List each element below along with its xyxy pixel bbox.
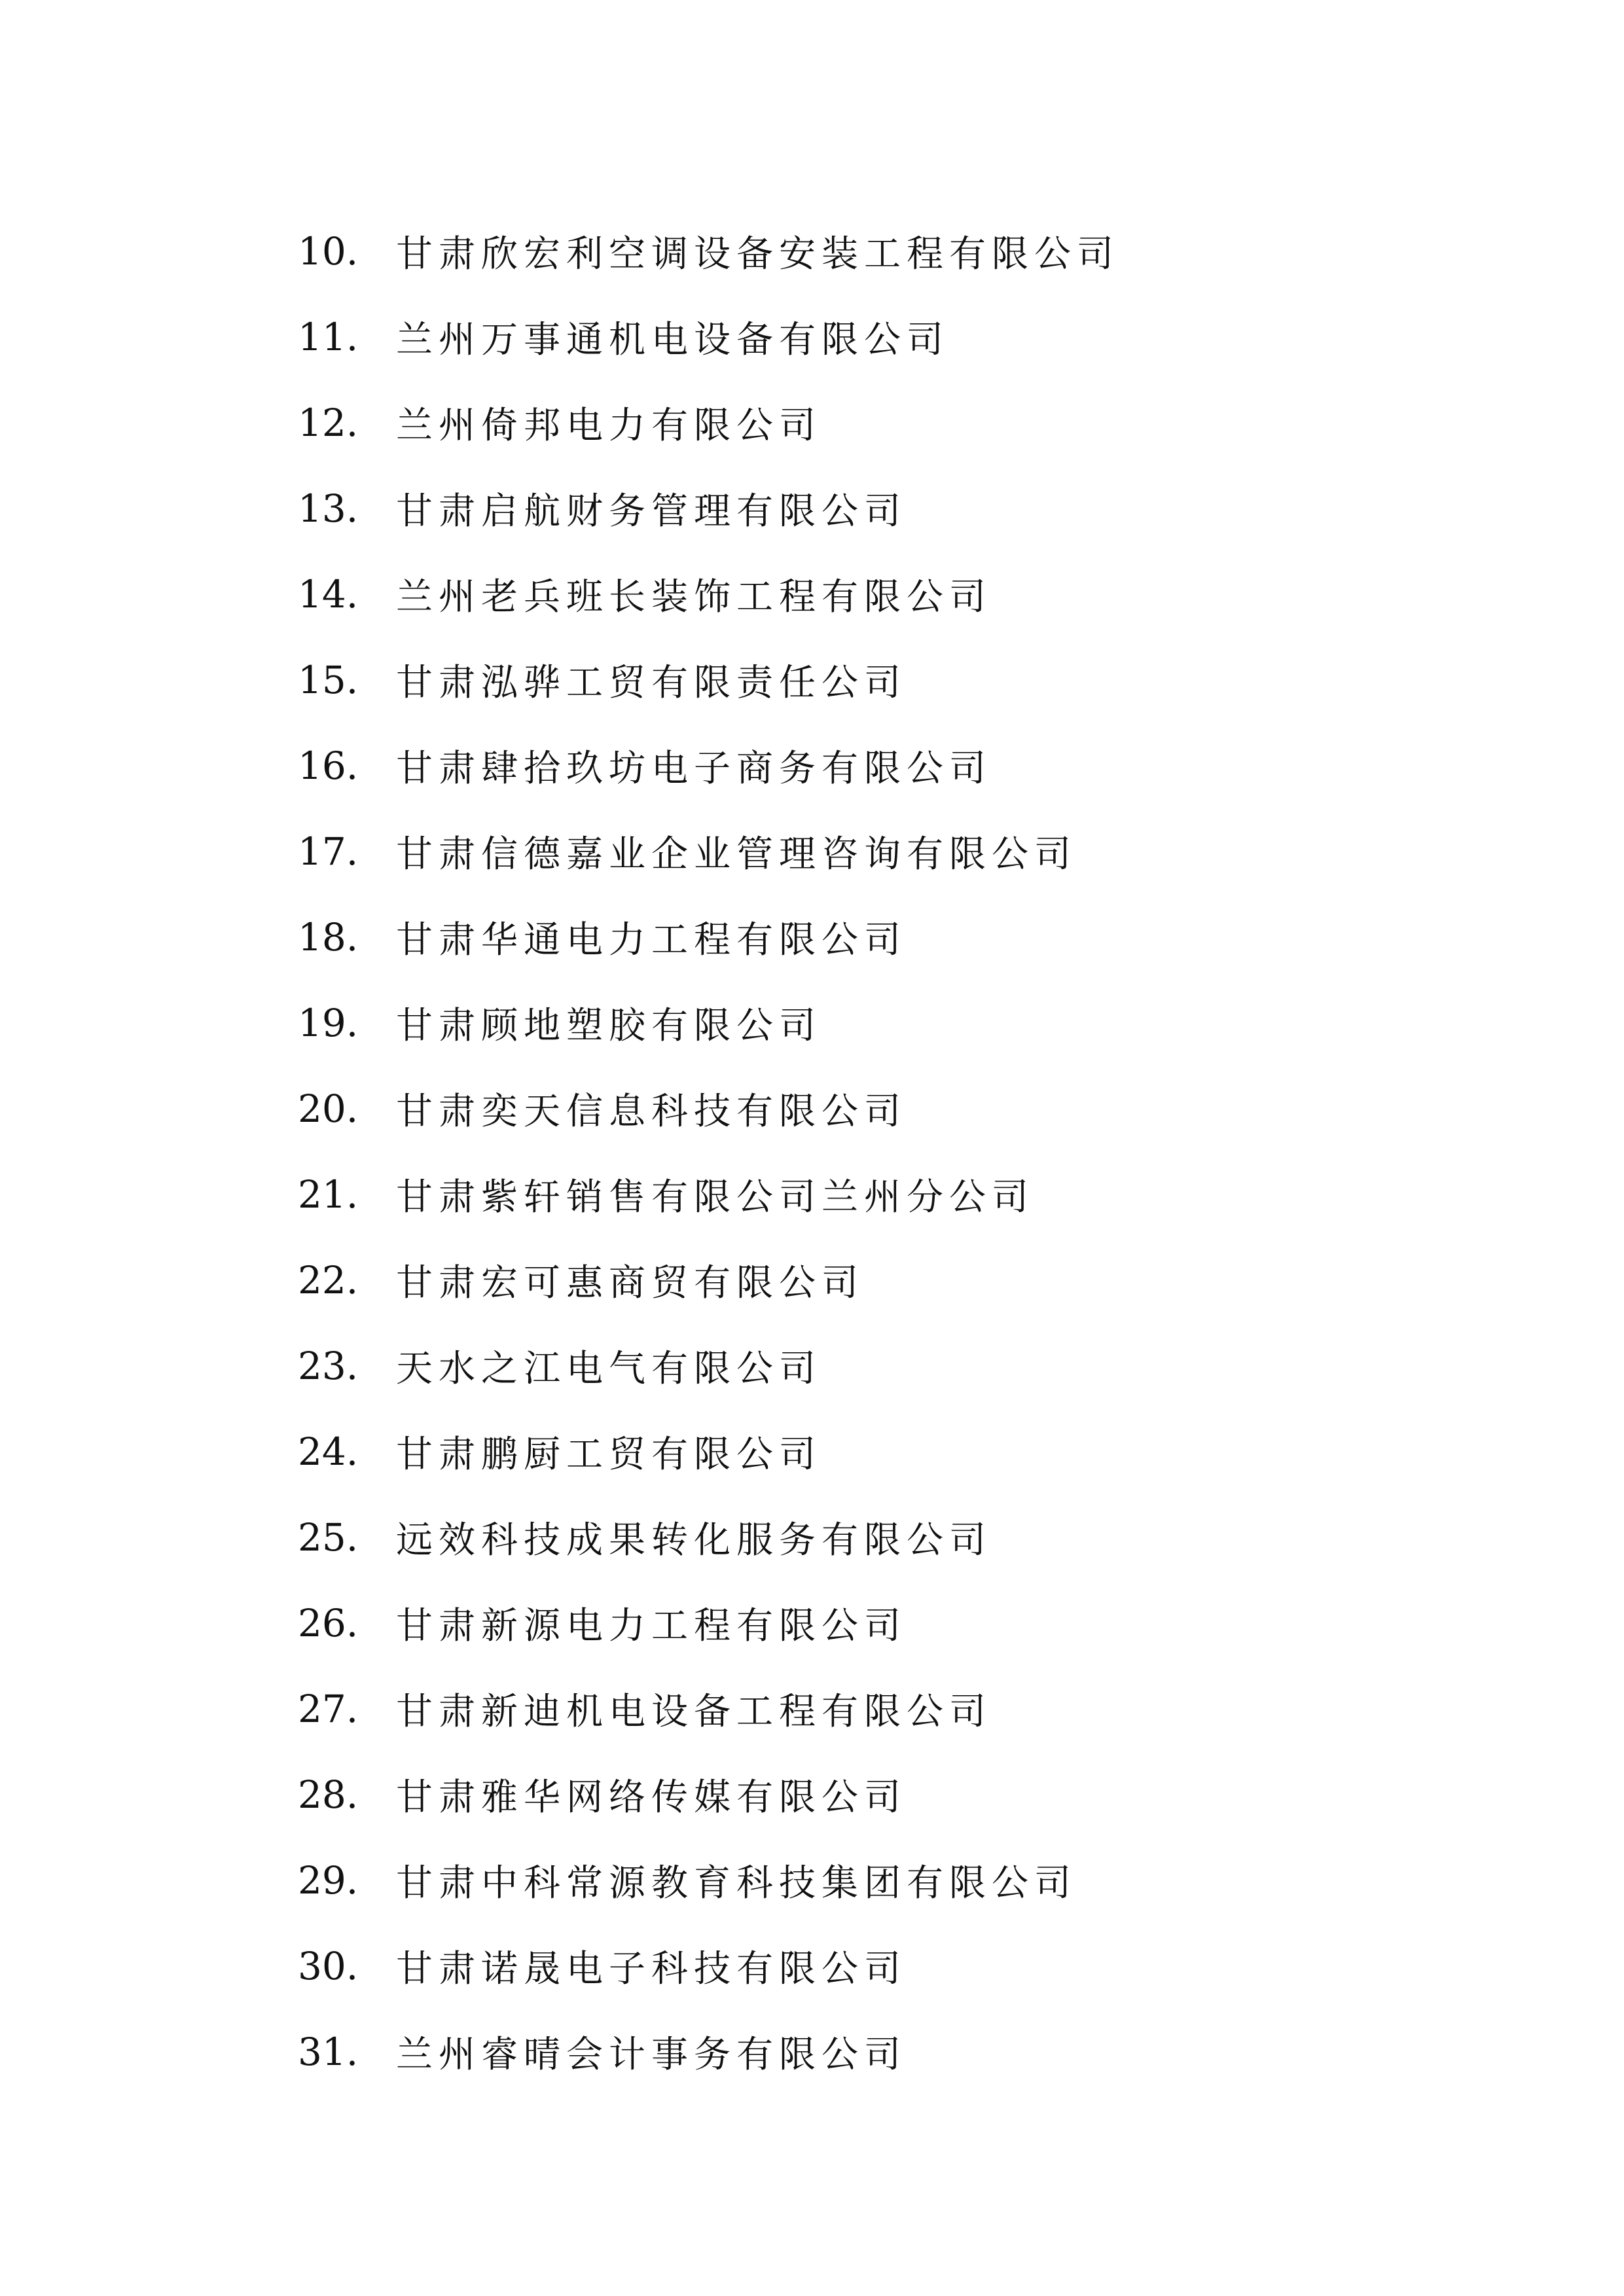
item-number: 17. (298, 829, 359, 874)
company-list (298, 208, 1119, 2094)
list-item (298, 1580, 1119, 1666)
item-number: 25. (298, 1515, 359, 1560)
list-item (298, 551, 1119, 637)
company-name: 甘肃顾地塑胶有限公司 (396, 1004, 821, 1047)
list-item (298, 1751, 1119, 1837)
company-name: 甘肃肆拾玖坊电子商务有限公司 (396, 747, 992, 790)
list-item (298, 1923, 1119, 2009)
item-number: 18. (298, 914, 359, 960)
company-name: 甘肃泓骅工贸有限责任公司 (396, 661, 907, 704)
company-name: 兰州睿晴会计事务有限公司 (396, 2033, 907, 2076)
item-number: 24. (298, 1429, 359, 1474)
item-number: 22. (298, 1257, 359, 1302)
company-name: 甘肃鹏厨工贸有限公司 (396, 1433, 821, 1476)
company-name: 兰州老兵班长装饰工程有限公司 (396, 575, 992, 619)
item-number: 27. (298, 1686, 359, 1731)
list-item (298, 208, 1119, 294)
company-name: 甘肃奕天信息科技有限公司 (396, 1090, 907, 1133)
company-name: 甘肃欣宏利空调设备安装工程有限公司 (396, 232, 1119, 276)
company-name: 甘肃中科常源教育科技集团有限公司 (396, 1861, 1077, 1905)
item-number: 13. (298, 486, 359, 531)
list-item (298, 980, 1119, 1066)
company-name: 远效科技成果转化服务有限公司 (396, 1518, 992, 1562)
company-name: 兰州倚邦电力有限公司 (396, 404, 821, 447)
list-item (298, 1837, 1119, 1923)
list-item (298, 637, 1119, 723)
company-name: 甘肃雅华网络传媒有限公司 (396, 1776, 907, 1819)
item-number: 26. (298, 1600, 359, 1645)
list-item (298, 1666, 1119, 1751)
item-number: 11. (298, 314, 359, 359)
list-item (298, 2009, 1119, 2094)
company-name: 天水之江电气有限公司 (396, 1347, 821, 1390)
list-item (298, 1237, 1119, 1323)
company-name: 甘肃紫轩销售有限公司兰州分公司 (396, 1175, 1034, 1219)
company-name: 兰州万事通机电设备有限公司 (396, 318, 949, 361)
item-number: 29. (298, 1857, 359, 1903)
list-item (298, 1494, 1119, 1580)
list-item (298, 894, 1119, 980)
list-item (298, 294, 1119, 380)
company-name: 甘肃启航财务管理有限公司 (396, 490, 907, 533)
item-number: 19. (298, 1000, 359, 1045)
item-number: 16. (298, 743, 359, 788)
list-item (298, 465, 1119, 551)
item-number: 31. (298, 2029, 359, 2074)
list-item (298, 1408, 1119, 1494)
company-name: 甘肃信德嘉业企业管理咨询有限公司 (396, 833, 1077, 876)
list-item (298, 1066, 1119, 1151)
company-name: 甘肃新源电力工程有限公司 (396, 1604, 907, 1647)
item-number: 28. (298, 1772, 359, 1817)
list-item (298, 380, 1119, 465)
list-item (298, 808, 1119, 894)
item-number: 14. (298, 571, 359, 617)
list-item (298, 723, 1119, 808)
item-number: 21. (298, 1172, 359, 1217)
item-number: 12. (298, 400, 359, 445)
list-item (298, 1151, 1119, 1237)
item-number: 23. (298, 1343, 359, 1388)
company-name: 甘肃华通电力工程有限公司 (396, 918, 907, 961)
item-number: 20. (298, 1086, 359, 1131)
list-item (298, 1323, 1119, 1408)
item-number: 15. (298, 657, 359, 702)
item-number: 30. (298, 1943, 359, 1988)
company-name: 甘肃宏可惠商贸有限公司 (396, 1261, 864, 1304)
company-name: 甘肃诺晟电子科技有限公司 (396, 1947, 907, 1990)
item-number: 10. (298, 228, 359, 274)
company-name: 甘肃新迪机电设备工程有限公司 (396, 1690, 992, 1733)
